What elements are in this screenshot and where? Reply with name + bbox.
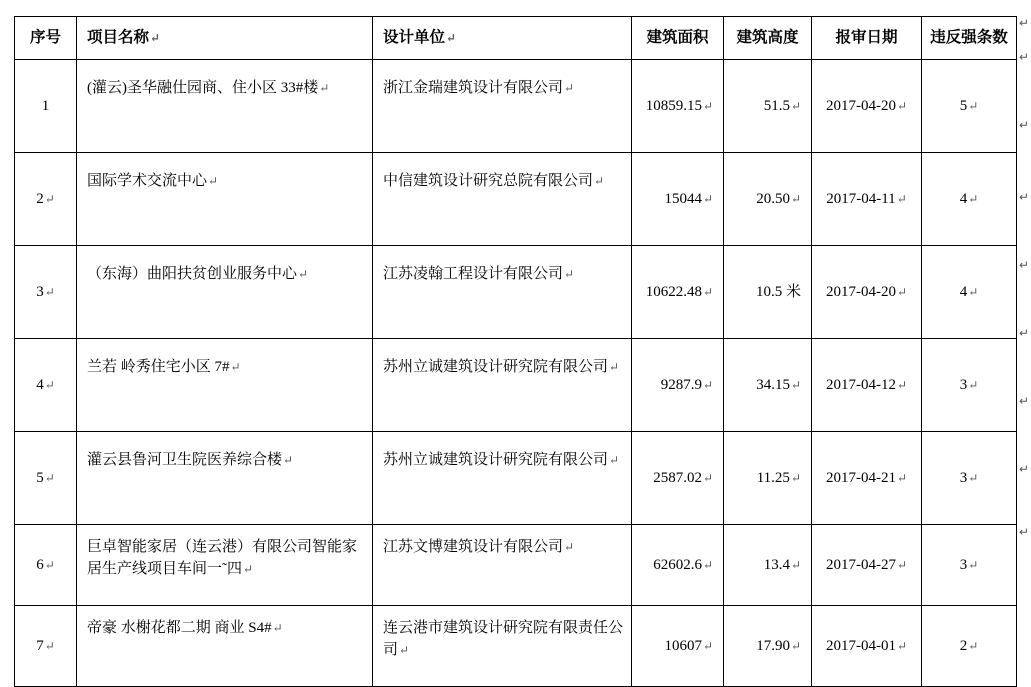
pilcrow-mark: ↵ bbox=[790, 470, 801, 485]
table-row bbox=[15, 246, 1017, 339]
table-body bbox=[15, 60, 1017, 687]
margin-mark: ↵ bbox=[1019, 394, 1030, 408]
cell-project-name bbox=[77, 153, 373, 246]
cell-building-area-value: 10607 bbox=[664, 637, 702, 654]
pilcrow-mark: ↵ bbox=[243, 562, 254, 577]
column-header-building-area-label: 建筑面积 bbox=[646, 29, 709, 46]
pilcrow-mark: ↵ bbox=[702, 377, 713, 392]
cell-review-date-value: 2017-04-01 bbox=[825, 637, 896, 654]
cell-project-name bbox=[77, 432, 373, 525]
cell-building-height-value: 13.4 bbox=[763, 556, 790, 573]
pilcrow-mark: ↵ bbox=[896, 470, 908, 485]
cell-review-date bbox=[812, 60, 922, 153]
column-header-violation-count bbox=[922, 17, 1017, 60]
cell-building-area-value: 15044 bbox=[664, 190, 702, 207]
column-header-violation-count-label: 违反强条数 bbox=[930, 29, 1008, 46]
cell-violation-count bbox=[922, 153, 1017, 246]
cell-review-date bbox=[812, 606, 922, 687]
column-header-design-unit bbox=[373, 17, 632, 60]
cell-building-area-value: 10859.15 bbox=[645, 97, 702, 114]
cell-building-height-value: 51.5 bbox=[763, 97, 790, 114]
cell-index-value: 4 bbox=[36, 376, 44, 393]
pilcrow-mark: ↵ bbox=[44, 284, 55, 299]
pilcrow-mark: ↵ bbox=[609, 453, 620, 468]
column-header-building-area bbox=[632, 17, 724, 60]
cell-building-height bbox=[724, 153, 812, 246]
cell-design-unit-value: 浙江金瑞建筑设计有限公司 bbox=[383, 80, 564, 97]
cell-index bbox=[15, 339, 77, 432]
cell-project-name-value: （东海）曲阳扶贫创业服务中心 bbox=[87, 266, 298, 283]
pilcrow-mark: ↵ bbox=[790, 191, 801, 206]
cell-design-unit-value: 连云港市建筑设计研究院有限责任公司 bbox=[383, 620, 624, 659]
cell-violation-count-value: 5 bbox=[959, 97, 968, 114]
cell-building-height bbox=[724, 60, 812, 153]
pilcrow-mark: ↵ bbox=[150, 31, 161, 45]
cell-index-value: 1 bbox=[41, 97, 50, 114]
pilcrow-mark: ↵ bbox=[896, 638, 908, 653]
project-review-table bbox=[14, 16, 1017, 687]
cell-review-date bbox=[812, 339, 922, 432]
cell-design-unit bbox=[373, 246, 632, 339]
margin-mark: ↵ bbox=[1019, 462, 1030, 476]
cell-review-date-value: 2017-04-11 bbox=[826, 190, 896, 207]
pilcrow-mark: ↵ bbox=[702, 470, 713, 485]
pilcrow-mark: ↵ bbox=[968, 284, 979, 299]
cell-project-name bbox=[77, 606, 373, 687]
cell-violation-count bbox=[922, 339, 1017, 432]
cell-design-unit-value: 中信建筑设计研究总院有限公司 bbox=[383, 173, 594, 190]
cell-design-unit bbox=[373, 606, 632, 687]
cell-index bbox=[15, 246, 77, 339]
pilcrow-mark: ↵ bbox=[790, 377, 801, 392]
cell-building-height bbox=[724, 525, 812, 606]
cell-review-date-value: 2017-04-21 bbox=[825, 469, 896, 486]
pilcrow-mark: ↵ bbox=[968, 470, 979, 485]
cell-violation-count-value: 3 bbox=[959, 469, 968, 486]
cell-design-unit-value: 苏州立诚建筑设计研究院有限公司 bbox=[383, 452, 609, 469]
pilcrow-mark: ↵ bbox=[594, 174, 605, 189]
table-header-row bbox=[15, 17, 1017, 60]
cell-building-area-value: 2587.02 bbox=[653, 469, 702, 486]
cell-building-height bbox=[724, 606, 812, 687]
cell-building-area bbox=[632, 339, 724, 432]
pilcrow-mark: ↵ bbox=[564, 81, 575, 96]
cell-violation-count bbox=[922, 246, 1017, 339]
cell-design-unit bbox=[373, 153, 632, 246]
column-header-index-label: 序号 bbox=[29, 29, 61, 46]
margin-mark: ↵ bbox=[1019, 190, 1030, 204]
pilcrow-mark: ↵ bbox=[44, 191, 55, 206]
pilcrow-mark: ↵ bbox=[446, 31, 457, 45]
cell-design-unit bbox=[373, 339, 632, 432]
pilcrow-mark: ↵ bbox=[896, 98, 908, 113]
pilcrow-mark: ↵ bbox=[896, 284, 908, 299]
cell-building-area-value: 10622.48 bbox=[645, 283, 702, 300]
cell-design-unit-value: 江苏凌翰工程设计有限公司 bbox=[383, 266, 564, 283]
column-header-building-height-label: 建筑高度 bbox=[736, 29, 799, 46]
pilcrow-mark: ↵ bbox=[319, 81, 330, 96]
margin-mark: ↵ bbox=[1019, 118, 1030, 132]
cell-review-date bbox=[812, 432, 922, 525]
pilcrow-mark: ↵ bbox=[702, 191, 713, 206]
cell-project-name bbox=[77, 339, 373, 432]
pilcrow-mark: ↵ bbox=[896, 191, 907, 206]
cell-building-height bbox=[724, 339, 812, 432]
cell-violation-count-value: 3 bbox=[959, 556, 968, 573]
cell-index bbox=[15, 60, 77, 153]
cell-design-unit bbox=[373, 525, 632, 606]
pilcrow-mark: ↵ bbox=[283, 453, 294, 468]
pilcrow-mark: ↵ bbox=[564, 540, 575, 555]
pilcrow-mark: ↵ bbox=[564, 267, 575, 282]
margin-mark: ↵ bbox=[1019, 258, 1030, 272]
table-row bbox=[15, 153, 1017, 246]
pilcrow-mark: ↵ bbox=[272, 621, 283, 636]
pilcrow-mark: ↵ bbox=[968, 557, 979, 572]
cell-index bbox=[15, 606, 77, 687]
cell-building-height-value: 10.5 米 bbox=[755, 283, 801, 300]
margin-mark: ↵ bbox=[1019, 16, 1030, 30]
pilcrow-mark: ↵ bbox=[702, 98, 713, 113]
column-header-review-date-label: 报审日期 bbox=[835, 29, 898, 46]
cell-building-height-value: 34.15 bbox=[756, 376, 790, 393]
cell-project-name-value: 兰若 岭秀住宅小区 7# bbox=[87, 359, 230, 376]
pilcrow-mark: ↵ bbox=[702, 284, 713, 299]
cell-building-height-value: 17.90 bbox=[756, 637, 790, 654]
cell-review-date bbox=[812, 525, 922, 606]
cell-project-name bbox=[77, 60, 373, 153]
pilcrow-mark: ↵ bbox=[968, 98, 979, 113]
cell-building-area-value: 9287.9 bbox=[660, 376, 702, 393]
table-header bbox=[15, 17, 1017, 60]
column-header-index bbox=[15, 17, 77, 60]
cell-design-unit-value: 苏州立诚建筑设计研究院有限公司 bbox=[383, 359, 609, 376]
cell-index bbox=[15, 432, 77, 525]
table-row bbox=[15, 606, 1017, 687]
margin-paragraph-marks bbox=[1019, 0, 1031, 597]
cell-building-area bbox=[632, 246, 724, 339]
cell-design-unit bbox=[373, 60, 632, 153]
pilcrow-mark: ↵ bbox=[968, 638, 979, 653]
cell-building-height-value: 20.50 bbox=[756, 190, 790, 207]
pilcrow-mark: ↵ bbox=[790, 638, 801, 653]
cell-project-name-value: 国际学术交流中心 bbox=[87, 173, 208, 190]
cell-project-name-value: 巨卓智能家居（连云港）有限公司智能家居生产线项目车间一˜四 bbox=[87, 539, 358, 578]
pilcrow-mark: ↵ bbox=[702, 638, 713, 653]
table-row bbox=[15, 525, 1017, 606]
cell-building-area bbox=[632, 153, 724, 246]
table-row bbox=[15, 339, 1017, 432]
pilcrow-mark: ↵ bbox=[790, 98, 801, 113]
pilcrow-mark: ↵ bbox=[968, 377, 979, 392]
cell-violation-count-value: 4 bbox=[959, 190, 968, 207]
cell-index bbox=[15, 153, 77, 246]
cell-index-value: 7 bbox=[36, 637, 44, 654]
cell-index-value: 3 bbox=[36, 283, 44, 300]
cell-review-date bbox=[812, 153, 922, 246]
cell-index-value: 6 bbox=[36, 556, 44, 573]
cell-project-name-value: 灌云县鲁河卫生院医养综合楼 bbox=[87, 452, 283, 469]
cell-index-value: 2 bbox=[36, 190, 44, 207]
cell-building-area-value: 62602.6 bbox=[653, 556, 702, 573]
cell-review-date-value: 2017-04-20 bbox=[825, 283, 896, 300]
margin-mark: ↵ bbox=[1019, 50, 1030, 64]
cell-building-area bbox=[632, 606, 724, 687]
pilcrow-mark: ↵ bbox=[790, 557, 801, 572]
pilcrow-mark: ↵ bbox=[208, 174, 219, 189]
cell-violation-count bbox=[922, 525, 1017, 606]
cell-index-value: 5 bbox=[36, 469, 44, 486]
cell-review-date-value: 2017-04-20 bbox=[825, 97, 896, 114]
pilcrow-mark: ↵ bbox=[44, 470, 55, 485]
pilcrow-mark: ↵ bbox=[230, 360, 241, 375]
table-row bbox=[15, 60, 1017, 153]
column-header-building-height bbox=[724, 17, 812, 60]
pilcrow-mark: ↵ bbox=[399, 643, 410, 658]
cell-design-unit-value: 江苏文博建筑设计有限公司 bbox=[383, 539, 564, 556]
cell-building-area bbox=[632, 432, 724, 525]
cell-violation-count-value: 2 bbox=[959, 637, 968, 654]
cell-project-name-value: (灌云)圣华融仕园商、住小区 33#楼 bbox=[87, 80, 319, 97]
pilcrow-mark: ↵ bbox=[44, 638, 55, 653]
pilcrow-mark: ↵ bbox=[896, 557, 908, 572]
pilcrow-mark: ↵ bbox=[298, 267, 309, 282]
cell-violation-count-value: 3 bbox=[959, 376, 968, 393]
pilcrow-mark: ↵ bbox=[702, 557, 713, 572]
cell-review-date bbox=[812, 246, 922, 339]
pilcrow-mark: ↵ bbox=[44, 557, 55, 572]
cell-building-area bbox=[632, 60, 724, 153]
cell-review-date-value: 2017-04-27 bbox=[825, 556, 896, 573]
cell-violation-count bbox=[922, 606, 1017, 687]
cell-project-name bbox=[77, 246, 373, 339]
cell-project-name bbox=[77, 525, 373, 606]
pilcrow-mark: ↵ bbox=[896, 377, 908, 392]
column-header-design-unit-label: 设计单位 bbox=[383, 29, 446, 46]
cell-violation-count-value: 4 bbox=[959, 283, 968, 300]
cell-project-name-value: 帝豪 水榭花都二期 商业 S4# bbox=[87, 620, 272, 637]
pilcrow-mark: ↵ bbox=[44, 377, 55, 392]
cell-index bbox=[15, 525, 77, 606]
cell-violation-count bbox=[922, 432, 1017, 525]
cell-building-height bbox=[724, 246, 812, 339]
cell-building-height-value: 11.25 bbox=[756, 469, 790, 486]
column-header-project-name-label: 项目名称 bbox=[87, 29, 150, 46]
cell-building-height bbox=[724, 432, 812, 525]
cell-building-area bbox=[632, 525, 724, 606]
table-row bbox=[15, 432, 1017, 525]
pilcrow-mark: ↵ bbox=[968, 191, 979, 206]
pilcrow-mark: ↵ bbox=[609, 360, 620, 375]
margin-mark: ↵ bbox=[1019, 326, 1030, 340]
column-header-review-date bbox=[812, 17, 922, 60]
column-header-project-name bbox=[77, 17, 373, 60]
cell-violation-count bbox=[922, 60, 1017, 153]
margin-mark: ↵ bbox=[1019, 525, 1030, 539]
cell-review-date-value: 2017-04-12 bbox=[825, 376, 896, 393]
cell-design-unit bbox=[373, 432, 632, 525]
